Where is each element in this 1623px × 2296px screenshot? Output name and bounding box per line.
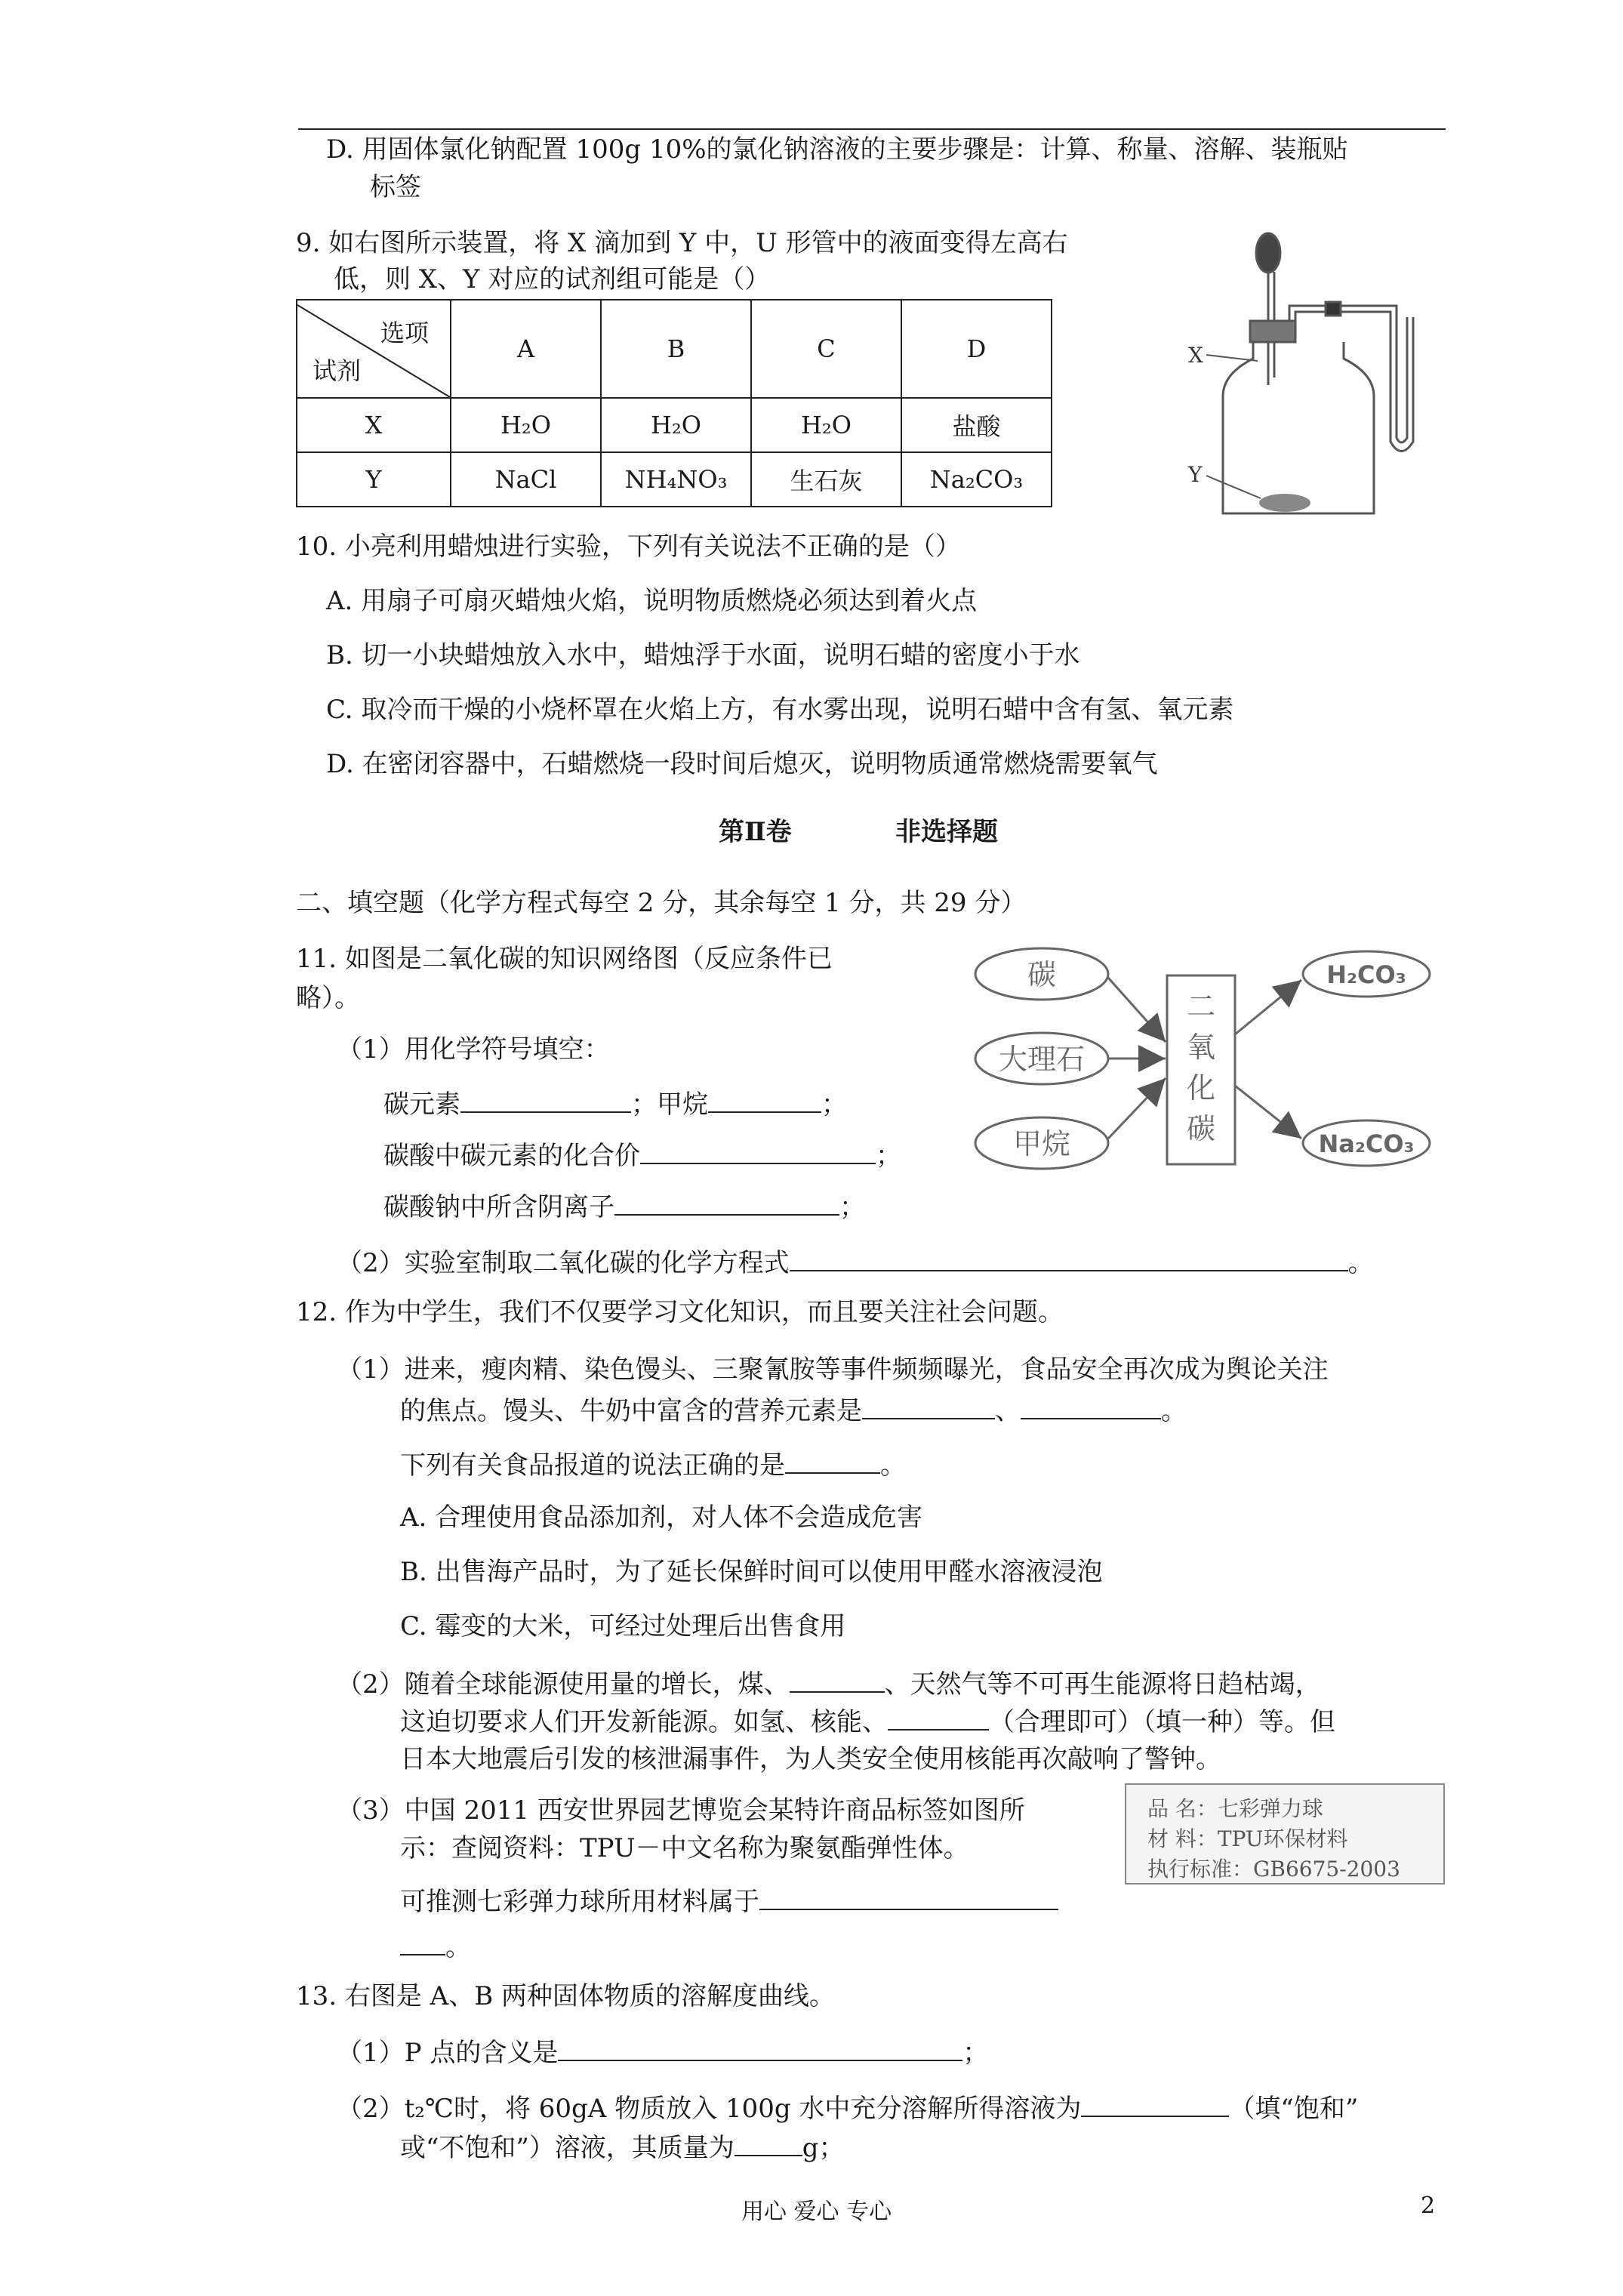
nutrient-end: 。 [1161,1396,1187,1426]
footer-motto: 用心 爱心 专心 [741,2199,892,2225]
section2-title-right: 非选择题 [895,817,998,847]
part2-title: 二、填空题（化学方程式每空 2 分，其余每空 1 分，共 29 分） [296,888,1027,918]
label-material: 材 料：TPU环保材料 [1147,1826,1348,1851]
label-marble: 大理石 [998,1043,1086,1076]
q12-p3-line2: 示：查阅资料：TPU－中文名称为聚氨酯弹性体。 [400,1833,969,1863]
figure-x-label: X [1188,343,1203,368]
q12-option-c: C. 霉变的大米，可经过处理后出售食用 [400,1611,846,1641]
q9-stem-line2: 低，则 X、Y 对应的试剂组可能是（） [334,264,771,294]
col-a: A [451,300,601,398]
saturation-blank[interactable] [1081,2091,1229,2117]
col-b: B [601,300,751,398]
carbon-element-blank[interactable] [460,1087,631,1113]
saturation-label: （2）t₂℃时，将 60gA 物质放入 100g 水中充分溶解所得溶液为 [337,2094,1082,2124]
q12-p2-line1 [337,1667,1321,1700]
p-point-label: （1）P 点的含义是 [337,2038,559,2068]
q8-option-d-line1: D. 用固体氯化钠配置 100g 10%的氯化钠溶液的主要步骤是：计算、称量、溶解、装瓶贴 [326,134,1348,165]
q10-option-a: A. 用扇子可扇灭蜡烛火焰，说明物质燃烧必须达到着火点 [326,586,978,616]
q8-option-d-line2: 标签 [370,172,421,202]
mass-blank[interactable] [735,2131,802,2156]
q12-option-a: A. 合理使用食品添加剂，对人体不会造成危害 [400,1502,923,1533]
row-y-a: NaCl [451,452,601,507]
label-co2-4: 碳 [1186,1112,1216,1145]
valence-blank[interactable] [640,1139,876,1164]
q11-sub2-end: 。 [1347,1248,1374,1278]
table-header-diagonal [297,300,451,398]
material-label: 可推测七彩弹力球所用材料属于 [400,1887,759,1917]
q11-anion-line [383,1190,865,1223]
label-product-name: 品 名：七彩弹力球 [1147,1796,1323,1821]
valence-line-end: ； [876,1141,901,1171]
material-blank-cont[interactable] [400,1930,445,1955]
q9-stem-line1: 9. 如右图所示装置，将 X 滴加到 Y 中，U 形管中的液面变得左高右 [296,228,1068,258]
q13-sub2-line1 [337,2091,1358,2125]
q12-p1-line2 [400,1394,1187,1427]
row-x-d: 盐酸 [901,398,1052,452]
mass-label: 或“不饱和”）溶液，其质量为 [400,2133,735,2163]
equation-blank[interactable] [790,1246,1348,1271]
q13-sub2-line2 [400,2131,845,2164]
q10-option-c: C. 取冷而干燥的小烧杯罩在火焰上方，有水雾出现，说明石蜡中含有氢、氧元素 [326,695,1234,725]
q12-p3-line1: （3）中国 2011 西安世界园艺博览会某特许商品标签如图所 [337,1795,1025,1826]
figure-y-label: Y [1188,462,1203,487]
food-report-end: 。 [880,1450,906,1481]
q13-stem: 13. 右图是 A、B 两种固体物质的溶解度曲线。 [296,1981,836,2011]
mass-unit: g； [802,2133,845,2163]
header-options: 选项 [380,319,429,347]
valence-label: 碳酸中碳元素的化合价 [383,1141,640,1171]
anion-line-end: ； [839,1192,865,1222]
q11-sub2-label: （2）实验室制取二氧化碳的化学方程式 [337,1248,790,1278]
nutrient-blank-2[interactable] [1021,1394,1161,1419]
label-standard: 执行标准：GB6675-2003 [1147,1857,1400,1881]
page-number: 2 [1421,2193,1436,2219]
methane-label: ；甲烷 [631,1089,708,1120]
q10-option-d: D. 在密闭容器中，石蜡燃烧一段时间后熄灭，说明物质通常燃烧需要氧气 [326,749,1158,779]
material-blank[interactable] [759,1885,1058,1910]
q12-option-b: B. 出售海产品时，为了延长保鲜时间可以使用甲醛水溶液浸泡 [400,1557,1103,1587]
q11-stem-line1: 11. 如图是二氧化碳的知识网络图（反应条件已 [296,944,833,974]
row-x-c: H₂O [751,398,901,452]
q12-p1-line3 [400,1448,906,1481]
y-solid-sample [1259,494,1310,512]
q11-sub1: （1）用化学符号填空： [337,1034,610,1065]
q9-reagent-table [296,299,1052,507]
header-rule [298,128,1446,130]
nutrient-separator: 、 [995,1396,1021,1426]
row-y-label: Y [297,452,451,507]
q12-p3-line4 [400,1930,471,1963]
carbon-element-label: 碳元素 [383,1089,460,1120]
energy-label: （2）随着全球能源使用量的增长，煤、 [337,1669,790,1700]
co2-knowledge-network-diagram [959,944,1442,1178]
row-x-label: X [297,398,451,452]
product-label-image [1125,1783,1445,1885]
row-y-c: 生石灰 [751,452,901,507]
label-co2-3: 化 [1186,1071,1216,1105]
new-energy-label-cont: （合理即可）（填一种）等。但 [989,1707,1335,1737]
header-reagents: 试剂 [313,356,362,385]
nutrient-label: 的焦点。馒头、牛奶中富含的营养元素是 [400,1396,862,1426]
saturation-hint: （填“饱和” [1229,2094,1359,2124]
q13-sub1 [337,2036,988,2069]
q12-p2-line3: 日本大地震后引发的核泄漏事件，为人类安全使用核能再次敲响了警钟。 [400,1744,1221,1774]
q11-carbon-line [383,1087,847,1120]
label-co2-2: 氧 [1186,1031,1216,1064]
new-energy-label: 这迫切要求人们开发新能源。如氢、核能、 [400,1707,888,1737]
label-carbon: 碳 [1027,958,1057,991]
q11-sub2-line [337,1246,1374,1279]
q12-p3-line3 [400,1885,1058,1918]
nutrient-blank-1[interactable] [862,1394,995,1419]
energy-label-cont: 、天然气等不可再生能源将日趋枯竭， [884,1669,1321,1700]
energy-blank-1[interactable] [790,1667,885,1693]
q11-valence-line [383,1139,901,1172]
row-y-b: NH₄NO₃ [601,452,751,507]
col-c: C [751,300,901,398]
q11-stem-line2: 略）。 [296,983,360,1013]
row-y-d: Na₂CO₃ [901,452,1052,507]
label-methane: 甲烷 [1012,1127,1071,1160]
label-na2co3: Na₂CO₃ [1318,1130,1415,1158]
row-x-b: H₂O [601,398,751,452]
material-end: 。 [445,1932,471,1962]
q10-option-b: B. 切一小块蜡烛放入水中，蜡烛浮于水面，说明石蜡的密度小于水 [326,640,1080,670]
p-point-end: ； [962,2038,989,2068]
label-h2co3: H₂CO₃ [1326,960,1406,989]
methane-blank[interactable] [708,1087,821,1113]
p-point-blank[interactable] [558,2036,962,2061]
q12-p2-line2 [400,1705,1335,1738]
row-x-a: H₂O [451,398,601,452]
q10-stem: 10. 小亮利用蜡烛进行实验，下列有关说法不正确的是（） [296,532,961,562]
col-d: D [901,300,1052,398]
q12-p1-line1: （1）进来，瘦肉精、染色馒头、三聚氰胺等事件频频曝光，食品安全再次成为舆论关注 [337,1354,1329,1385]
carbon-line-end: ； [821,1089,847,1120]
section2-title-left: 第Ⅱ卷 [719,817,792,847]
energy-blank-2[interactable] [888,1705,989,1730]
u-tube-apparatus-figure [1178,227,1449,521]
q12-stem: 12. 作为中学生，我们不仅要学习文化知识，而且要关注社会问题。 [296,1297,1064,1327]
anion-label: 碳酸钠中所含阴离子 [383,1192,614,1222]
food-report-label: 下列有关食品报道的说法正确的是 [400,1450,785,1481]
anion-blank[interactable] [614,1190,839,1216]
food-report-blank[interactable] [785,1448,880,1474]
label-co2-1: 二 [1186,990,1216,1023]
